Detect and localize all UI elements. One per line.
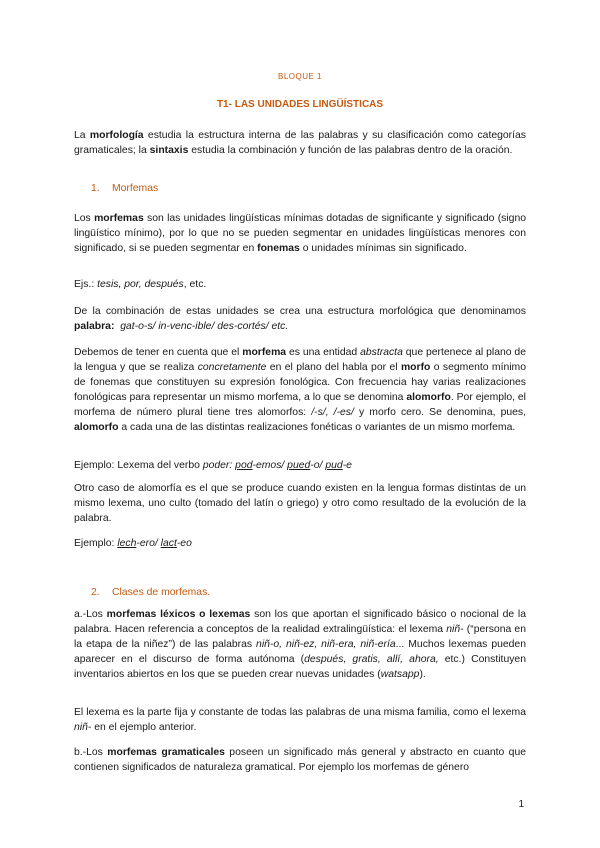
- alomorfia-lexema-paragraph: Otro caso de alomorfía es el que se produce cuando existen en la lengua formas distintas de un mismo lexema, uno culto (tomado del latín o griego) y otro como resultado de la evolución de la palabra.: [74, 483, 526, 524]
- gramaticales-paragraph: b.-Los morfemas gramaticales poseen un significado más general y abstracto en cuanto que contienen significados de naturaleza gramatical. Por ejemplo los morfemas de género: [74, 747, 527, 773]
- lexema-definition-paragraph: El lexema es la parte fija y constante de todas las palabras de una misma familia, como el lexema niñ- en el ejemplo anterior.: [74, 707, 526, 733]
- page-number: 1: [518, 799, 524, 810]
- palabra-paragraph: De la combinación de estas unidades se crea una estructura morfológica que denominamos palabra: gat-o-s/ in-venc-ible/ des-cortés/ etc.: [74, 306, 526, 332]
- block-label: BLOQUE 1: [277, 72, 322, 81]
- intro-paragraph: La morfología estudia la estructura interna de las palabras y su clasificación como categorías gramaticales; la sintaxis estudia la combinación y función de las palabras dentro de la oración.: [74, 130, 526, 156]
- lexemas-paragraph: a.-Los morfemas léxicos o lexemas son los que aportan el significado básico o nocional de la palabra. Hacen referencia a conceptos de la realidad extralingüística: el lexema niñ- (“persona en la etapa de la niñez”) de las palabras niñ-o, niñ-ez, niñ-era, niñ-ería... Muchos lexemas pueden aparecer en el discurso de forma autónoma (después, gratis, allí, ahora, etc.) Constituyen inventarios abiertos en los que se pueden crear nuevas unidades (watsapp).: [74, 609, 527, 680]
- morfemas-definition-paragraph: Los morfemas son las unidades lingüísticas mínimas dotadas de significante y significado (signo lingüístico mínimo), por lo que no se pueden segmentar en unidades lingüísticas menores con significado, si se pueden segmentar en fonemas o unidades mínimas sin significado.: [74, 213, 526, 254]
- alomorfo-paragraph: Debemos de tener en cuenta que el morfema es una entidad abstracta que pertenece al plano de la lengua y que se realiza concretamente en el plano del habla por el morfo o segmento mínimo de fonemas que constituyen su expresión fonológica. Con frecuencia hay varias realizaciones fonológicas para representar un mismo morfema, a lo que se denomina alomorfo. Por ejemplo, el morfema de número plural tiene tres alomorfos: /-s/, /-es/ y morfo cero. Se denomina, pues, alomorfo a cada una de las distintas realizaciones fonéticas o variantes de un mismo morfema.: [74, 347, 526, 433]
- section-heading-morfemas: 1. Morfemas: [91, 183, 159, 194]
- page-title: T1- LAS UNIDADES LINGÜÍSTICAS: [216, 99, 384, 110]
- examples-line: Ejs.: tesis, por, después, etc.: [74, 279, 207, 290]
- example-poder-line: Ejemplo: Lexema del verbo poder: pod-emos/ pued-o/ pud-e: [74, 460, 352, 471]
- example-leche-line: Ejemplo: lech-ero/ lact-eo: [74, 538, 192, 549]
- section-heading-clases: 2. Clases de morfemas.: [91, 587, 211, 598]
